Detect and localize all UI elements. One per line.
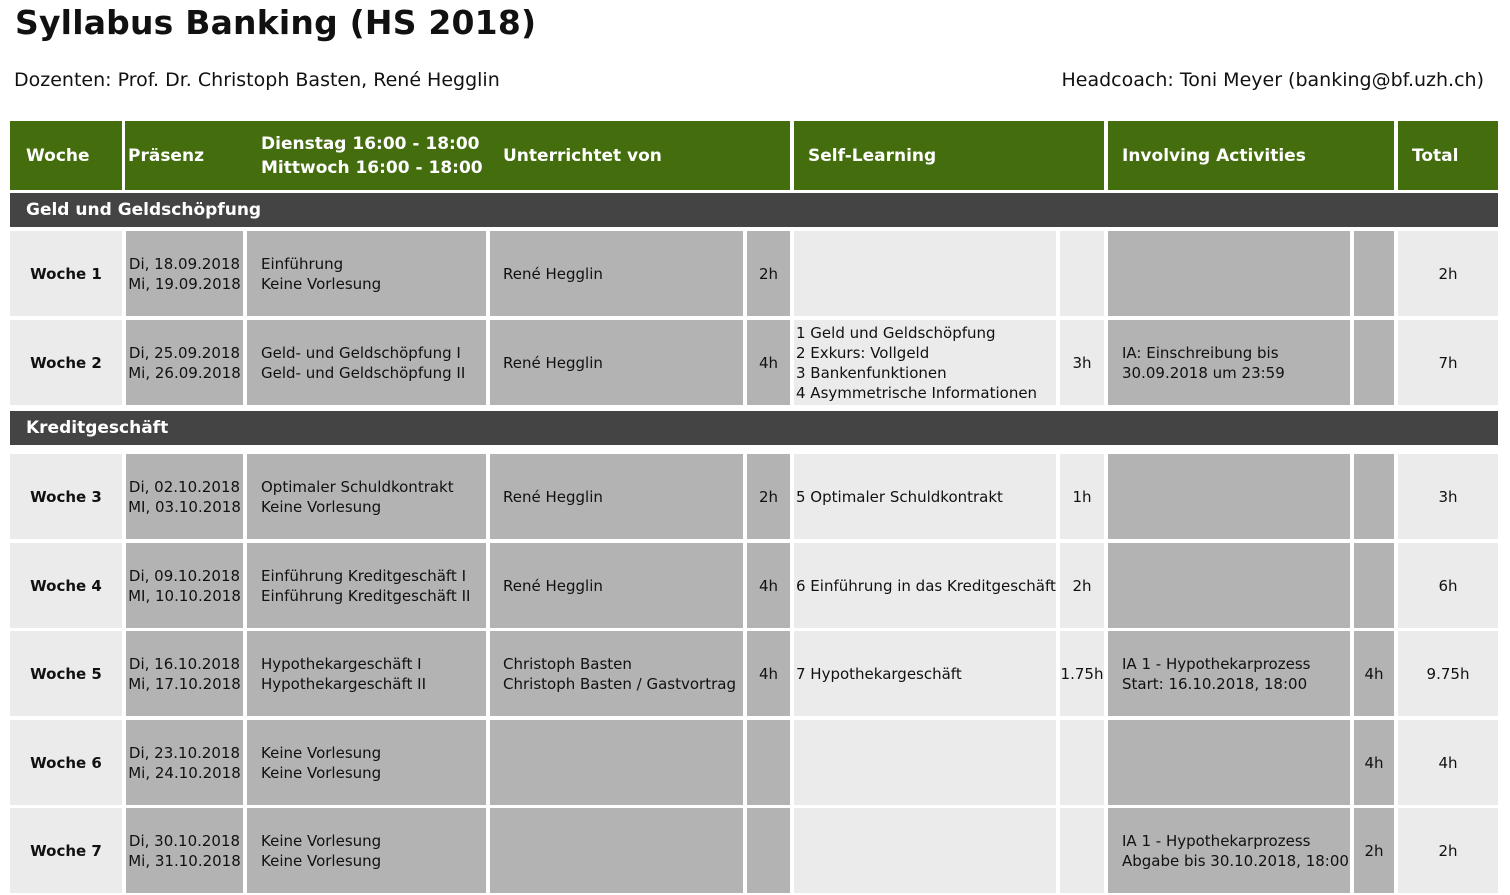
teacher-cell: [490, 454, 743, 539]
teacher-cell-line: René Hegglin: [503, 353, 603, 372]
date-cell-line: Di, 09.10.2018: [128, 566, 241, 585]
header-involving-activities: Involving Activities: [1108, 121, 1394, 190]
involving-hours: [1354, 454, 1394, 539]
topic-cell-line: Keine Vorlesung: [261, 497, 382, 516]
presence-hours: 4h: [747, 631, 790, 716]
total-hours: 9.75h: [1398, 631, 1498, 716]
date-cell: [126, 808, 243, 893]
topic-cell-line: Einführung Kreditgeschäft II: [261, 586, 471, 605]
self-learning-hours: 2h: [1060, 543, 1104, 628]
topic-cell-line: Optimaler Schuldkontrakt: [261, 477, 454, 496]
header-unterrichtet: Unterrichtet von: [503, 145, 662, 166]
presence-hours: [747, 720, 790, 805]
presence-hours: 2h: [747, 231, 790, 316]
self-learning-hours: [1060, 720, 1104, 805]
topic-cell-line: Hypothekargeschäft II: [261, 674, 427, 693]
date-cell-line: Mi, 26.09.2018: [128, 363, 241, 382]
date-cell-line: Mi, 19.09.2018: [128, 274, 241, 293]
involving-hours: [1354, 543, 1394, 628]
date-cell-line: Di, 02.10.2018: [128, 477, 241, 496]
involving-activity-cell-line: Abgabe bis 30.10.2018, 18:00: [1122, 851, 1349, 870]
teacher-cell-line: Christoph Basten: [503, 654, 632, 673]
topic-cell: [247, 720, 486, 805]
self-learning-cell: [794, 631, 1056, 716]
topic-cell: [247, 631, 486, 716]
presence-hours: [747, 808, 790, 893]
week-label: Woche 1: [10, 231, 122, 316]
topic-cell-line: Keine Vorlesung: [261, 851, 382, 870]
week-label: Woche 4: [10, 543, 122, 628]
presence-hours: 4h: [747, 320, 790, 405]
involving-activity-cell-line: IA 1 - Hypothekarprozess: [1122, 831, 1311, 850]
total-hours: 7h: [1398, 320, 1498, 405]
involving-activity-cell: [1108, 454, 1350, 539]
self-learning-hours: [1060, 231, 1104, 316]
date-cell: [126, 320, 243, 405]
topic-cell: [247, 543, 486, 628]
topic-cell-line: Keine Vorlesung: [261, 763, 382, 782]
topic-cell-line: Einführung Kreditgeschäft I: [261, 566, 466, 585]
involving-hours: 4h: [1354, 631, 1394, 716]
self-learning-cell-line: 3 Bankenfunktionen: [796, 363, 947, 382]
involving-activity-cell-line: Start: 16.10.2018, 18:00: [1122, 674, 1308, 693]
self-learning-cell: [794, 808, 1056, 893]
involving-hours: [1354, 320, 1394, 405]
total-hours: 6h: [1398, 543, 1498, 628]
involving-activity-cell-line: IA: Einschreibung bis: [1122, 343, 1279, 362]
teacher-cell-line: Christoph Basten / Gastvortrag: [503, 674, 736, 693]
week-label: Woche 3: [10, 454, 122, 539]
week-label: Woche 6: [10, 720, 122, 805]
involving-activity-cell: [1108, 631, 1350, 716]
presence-hours: 2h: [747, 454, 790, 539]
date-cell-line: Mi, 24.10.2018: [128, 763, 241, 782]
topic-cell-line: Keine Vorlesung: [261, 831, 382, 850]
header-self-learning: Self-Learning: [794, 121, 1104, 190]
header-times: [261, 132, 503, 180]
week-label: Woche 7: [10, 808, 122, 893]
header-praesenz: Präsenz: [128, 145, 204, 166]
self-learning-hours: 1h: [1060, 454, 1104, 539]
page-title: Syllabus Banking (HS 2018): [15, 3, 537, 42]
header-time-wednesday: Mittwoch 16:00 - 18:00: [261, 157, 483, 178]
topic-cell: [247, 808, 486, 893]
date-cell: [126, 543, 243, 628]
date-cell-line: Mi, 31.10.2018: [128, 851, 241, 870]
self-learning-hours: 1.75h: [1060, 631, 1104, 716]
date-cell-line: Di, 25.09.2018: [128, 343, 241, 362]
involving-hours: 4h: [1354, 720, 1394, 805]
date-cell-line: MI, 03.10.2018: [128, 497, 241, 516]
self-learning-cell-line: 6 Einführung in das Kreditgeschäft: [796, 576, 1056, 595]
date-cell: [126, 720, 243, 805]
involving-activity-cell: [1108, 231, 1350, 316]
week-label: Woche 2: [10, 320, 122, 405]
topic-cell-line: Geld- und Geldschöpfung II: [261, 363, 466, 382]
self-learning-cell: [794, 720, 1056, 805]
total-hours: 4h: [1398, 720, 1498, 805]
topic-cell-line: Keine Vorlesung: [261, 743, 382, 762]
header-praesenz-group: [125, 121, 790, 190]
involving-activity-cell-line: IA 1 - Hypothekarprozess: [1122, 654, 1311, 673]
topic-cell: [247, 320, 486, 405]
date-cell: [126, 231, 243, 316]
involving-activity-cell: [1108, 720, 1350, 805]
self-learning-cell: [794, 543, 1056, 628]
date-cell: [126, 454, 243, 539]
involving-activity-cell: [1108, 808, 1350, 893]
self-learning-cell: [794, 454, 1056, 539]
self-learning-cell: [794, 320, 1056, 405]
lecturers-line: Dozenten: Prof. Dr. Christoph Basten, René Hegglin: [14, 69, 500, 91]
self-learning-cell-line: 1 Geld und Geldschöpfung: [796, 323, 996, 342]
total-hours: 3h: [1398, 454, 1498, 539]
teacher-cell-line: René Hegglin: [503, 576, 603, 595]
week-label: Woche 5: [10, 631, 122, 716]
headcoach-line: Headcoach: Toni Meyer (banking@bf.uzh.ch): [1061, 69, 1484, 91]
date-cell-line: Di, 16.10.2018: [128, 654, 241, 673]
total-hours: 2h: [1398, 231, 1498, 316]
teacher-cell: [490, 320, 743, 405]
involving-activity-cell: [1108, 543, 1350, 628]
topic-cell-line: Einführung: [261, 254, 344, 273]
self-learning-cell: [794, 231, 1056, 316]
topic-cell-line: Hypothekargeschäft I: [261, 654, 422, 673]
involving-activity-cell: [1108, 320, 1350, 405]
presence-hours: 4h: [747, 543, 790, 628]
total-hours: 2h: [1398, 808, 1498, 893]
self-learning-hours: 3h: [1060, 320, 1104, 405]
topic-cell-line: Geld- und Geldschöpfung I: [261, 343, 461, 362]
header-woche: Woche: [10, 121, 122, 190]
date-cell: [126, 631, 243, 716]
involving-hours: 2h: [1354, 808, 1394, 893]
self-learning-hours: [1060, 808, 1104, 893]
date-cell-line: MI, 10.10.2018: [128, 586, 241, 605]
topic-cell: [247, 454, 486, 539]
teacher-cell: [490, 543, 743, 628]
teacher-cell: [490, 720, 743, 805]
self-learning-cell-line: 7 Hypothekargeschäft: [796, 664, 962, 683]
section-header: Kreditgeschäft: [10, 411, 1498, 445]
teacher-cell-line: René Hegglin: [503, 487, 603, 506]
date-cell-line: Di, 23.10.2018: [128, 743, 241, 762]
self-learning-cell-line: 5 Optimaler Schuldkontrakt: [796, 487, 1003, 506]
involving-activity-cell-line: 30.09.2018 um 23:59: [1122, 363, 1285, 382]
header-total: Total: [1398, 121, 1498, 190]
self-learning-cell-line: 2 Exkurs: Vollgeld: [796, 343, 930, 362]
topic-cell: [247, 231, 486, 316]
teacher-cell-line: René Hegglin: [503, 264, 603, 283]
section-header: Geld und Geldschöpfung: [10, 193, 1498, 227]
teacher-cell: [490, 631, 743, 716]
teacher-cell: [490, 808, 743, 893]
date-cell-line: Di, 18.09.2018: [128, 254, 241, 273]
self-learning-cell-line: 4 Asymmetrische Informationen: [796, 383, 1038, 402]
header-time-tuesday: Dienstag 16:00 - 18:00: [261, 133, 480, 154]
teacher-cell: [490, 231, 743, 316]
involving-hours: [1354, 231, 1394, 316]
topic-cell-line: Keine Vorlesung: [261, 274, 382, 293]
date-cell-line: Di, 30.10.2018: [128, 831, 241, 850]
date-cell-line: Mi, 17.10.2018: [128, 674, 241, 693]
